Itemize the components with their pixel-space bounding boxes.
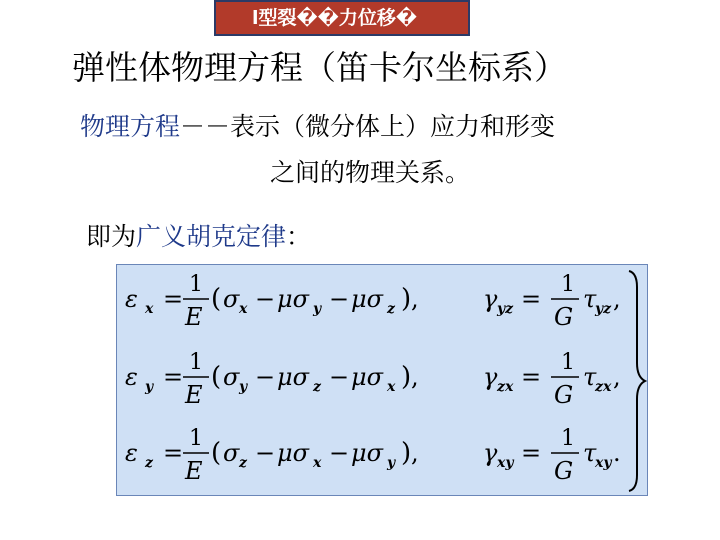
- law-suffix: ：: [286, 222, 312, 251]
- stress-subscript: z: [387, 301, 395, 317]
- normal-strain-subscript: x: [145, 301, 154, 317]
- shear-strain-subscript: yz: [497, 301, 514, 317]
- equation-end-mark: ,: [613, 363, 621, 391]
- equals-sign: =: [521, 363, 542, 391]
- stress-symbol: σ: [223, 363, 240, 391]
- mu-sigma-term: μσ: [277, 285, 309, 313]
- stress-subscript: x: [387, 379, 396, 395]
- equals-sign: =: [163, 439, 184, 467]
- stress-symbol: σ: [223, 439, 240, 467]
- shear-stress-subscript: zx: [595, 379, 612, 395]
- formula-svg: [117, 265, 649, 497]
- fraction-numerator: 1: [561, 350, 575, 375]
- equation-end-mark: ,: [613, 285, 621, 313]
- mu-sigma-term: μσ: [351, 285, 383, 313]
- mu-sigma-term: μσ: [277, 363, 309, 391]
- fraction-numerator: 1: [189, 426, 203, 451]
- fraction-denominator: G: [554, 303, 574, 331]
- minus-sign: −: [255, 363, 276, 391]
- equation-end-mark: ,: [411, 285, 419, 313]
- shear-strain-subscript: zx: [497, 379, 514, 395]
- stress-subscript: y: [313, 301, 322, 317]
- top-banner: [0, 0, 720, 36]
- law-prefix: 即为: [86, 222, 137, 251]
- stress-subscript: z: [239, 455, 247, 471]
- equation-end-mark: ,: [411, 439, 419, 467]
- term-physical-equation: 物理方程: [80, 112, 181, 141]
- minus-sign: −: [255, 285, 276, 313]
- equals-sign: =: [163, 363, 184, 391]
- formula-box: [116, 264, 648, 496]
- minus-sign: −: [329, 363, 350, 391]
- mu-sigma-term: μσ: [351, 363, 383, 391]
- definition-line-2: 之间的物理关系。: [270, 158, 471, 187]
- fraction-numerator: 1: [189, 272, 203, 297]
- equals-sign: =: [521, 285, 542, 313]
- normal-strain-subscript: z: [145, 455, 153, 471]
- normal-strain-symbol: ε: [125, 363, 138, 391]
- stress-subscript: z: [313, 379, 321, 395]
- mu-sigma-term: μσ: [351, 439, 383, 467]
- law-intro: [86, 220, 486, 254]
- equals-sign: =: [521, 439, 542, 467]
- right-brace: [629, 271, 645, 491]
- minus-sign: −: [329, 285, 350, 313]
- shear-stress-subscript: xy: [595, 455, 612, 471]
- shear-stress-symbol: τ: [583, 439, 597, 467]
- law-name: 广义胡克定律: [136, 222, 287, 251]
- fraction-denominator: G: [554, 381, 574, 409]
- shear-strain-symbol: γ: [483, 285, 498, 313]
- shear-stress-symbol: τ: [583, 285, 597, 313]
- normal-strain-symbol: ε: [125, 439, 138, 467]
- fraction-denominator: E: [185, 381, 203, 409]
- mu-sigma-term: μσ: [277, 439, 309, 467]
- fraction-denominator: E: [185, 457, 203, 485]
- definition-text-1: 表示（微分体上）应力和形变: [230, 112, 556, 141]
- term-dash: －－: [180, 112, 231, 141]
- minus-sign: −: [255, 439, 276, 467]
- paren-close: ): [401, 284, 412, 314]
- definition-line-1: [80, 110, 710, 144]
- paren-close: ): [401, 438, 412, 468]
- equation-end-mark: .: [613, 439, 621, 467]
- stress-subscript: x: [239, 301, 248, 317]
- stress-symbol: σ: [223, 285, 240, 313]
- paren-open: (: [211, 362, 222, 392]
- stress-subscript: y: [239, 379, 248, 395]
- fraction-numerator: 1: [561, 426, 575, 451]
- shear-strain-equations: [483, 272, 621, 485]
- fraction-denominator: G: [554, 457, 574, 485]
- equation-end-mark: ,: [411, 363, 419, 391]
- fraction-numerator: 1: [189, 350, 203, 375]
- shear-strain-symbol: γ: [483, 363, 498, 391]
- paren-open: (: [211, 438, 222, 468]
- shear-strain-subscript: xy: [497, 455, 514, 471]
- paren-open: (: [211, 284, 222, 314]
- normal-strain-symbol: ε: [125, 285, 138, 313]
- normal-strain-subscript: y: [145, 379, 154, 395]
- banner-title: l型裂��力位移�: [214, 0, 470, 36]
- equals-sign: =: [163, 285, 184, 313]
- stress-subscript: x: [313, 455, 322, 471]
- minus-sign: −: [329, 439, 350, 467]
- shear-strain-symbol: γ: [483, 439, 498, 467]
- shear-stress-subscript: yz: [595, 301, 612, 317]
- shear-stress-symbol: τ: [583, 363, 597, 391]
- normal-strain-equations: [125, 272, 419, 485]
- fraction-denominator: E: [185, 303, 203, 331]
- page-title: 弹性体物理方程（笛卡尔坐标系）: [72, 48, 567, 87]
- fraction-numerator: 1: [561, 272, 575, 297]
- paren-close: ): [401, 362, 412, 392]
- stress-subscript: y: [387, 455, 396, 471]
